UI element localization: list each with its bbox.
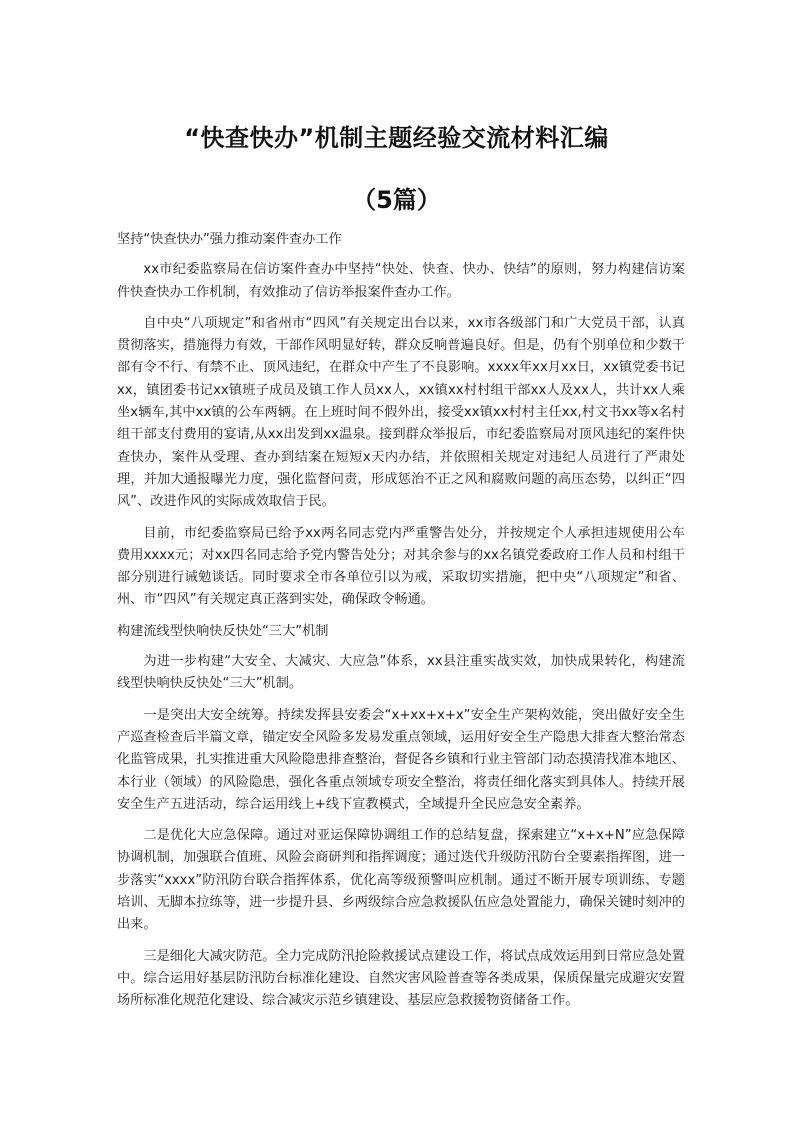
paragraph: 三是细化大减灾防范。全力完成防汛抢险救援试点建设工作，将试点成效运用到日常应急处置中。综合运用好基层防汛防台标准化建设、自然灾害风险普查等各类成果，保质保量完成避灾安置场所标准化规范化建设、综合减灾示范乡镇建设、基层应急救援物资储备工作。 — [117, 948, 685, 1009]
section-heading: 构建流线型快响快反快处“三大”机制 — [117, 623, 329, 639]
section-heading: 坚持“快查快办”强力推动案件查办工作 — [117, 232, 342, 247]
document-subtitle: （5篇） — [352, 186, 441, 214]
paragraph: 二是优化大应急保障。通过对亚运保障协调组工作的总结复盘，探索建立“x+x+N”应急保障协调机制，加强联合值班、风险会商研判和指挥调度；通过迭代升级防汛防台全要素指挥图，进一步落实“xxxx”防汛防台联合指挥体系，优化高等级预警叫应机制。通过不断开展专项训练、专题培训、无脚本拉练等，进一步提升县、乡两级综合应急救援队伍应急处置能力，确保关键时刻冲的出来。 — [117, 828, 685, 933]
paragraph: xx市纪委监察局在信访案件查办中坚持“快处、快查、快办、快结”的原则，努力构建信访案件快查快办工作机制，有效推动了信访举报案件查办工作。 — [117, 262, 685, 300]
paragraph: 为进一步构建“大安全、大减灾、大应急”体系，xx县注重实战实效，加快成果转化，构建流线型快响快反快处“三大”机制。 — [117, 654, 685, 692]
document-title: “快查快办”机制主题经验交流材料汇编 — [184, 124, 609, 152]
document-body — [117, 229, 685, 1022]
paragraph: 一是突出大安全统筹。持续发挥县安委会“x+xx+x+x”安全生产架构效能，突出做好安全生产巡查检查后半篇文章，锚定安全风险多发易发重点领域，运用好安全生产隐患大排查大整治常态化监管成果，扎实推进重大风险隐患排查整治，督促各乡镇和行业主管部门动态摸清找准本地区、本行业（领域）的风险隐患，强化各重点领域专项安全整治，将责任细化落实到具体人。持续开展安全生产五进活动，综合运用线上+线下宣教模式，全域提升全民应急安全素养。 — [117, 707, 685, 812]
paragraph: 自中央“八项规定”和省州市“四风”有关规定出台以来，xx市各级部门和广大党员干部，认真贯彻落实，措施得力有效，干部作风明显好转，群众反响普遍良好。但是，仍有个别单位和少数干部有令不行、有禁不止、顶风违纪，在群众中产生了不良影响。xxxx年xx月xx日，xx镇党委书记xx，镇团委书记xx镇班子成员及镇工作人员xx人，xx镇xx村村组干部xx人及xx人，共计xx人乘坐x辆车,其中xx镇的公车两辆。在上班时间不假外出，接受xx镇xx村村主任xx,村文书xx等x名村组干部支付费用的宴请,从xx出发到xx温泉。接到群众举报后，市纪委监察局对顶风违纪的案件快查快办，案件从受理、查办到结案在短短x天内办结，并依照相关规定对违纪人员进行了严肃处理，并加大通报曝光力度，强化监督问责，形成惩治不正之风和腐败问题的高压态势，以纠正“四风”、改进作风的实际成效取信于民。 — [117, 315, 685, 510]
paragraph: 目前，市纪委监察局已给予xx两名同志党内严重警告处分，并按规定个人承担违规使用公车费用xxxx元；对xx四名同志给予党内警告处分；对其余参与的xx名镇党委政府工作人员和村组干部分别进行诫勉谈话。同时要求全市各单位引以为戒，采取切实措施，把中央“八项规定”和省、州、市“四风”有关规定真正落到实处，确保政令畅通。 — [117, 525, 685, 608]
